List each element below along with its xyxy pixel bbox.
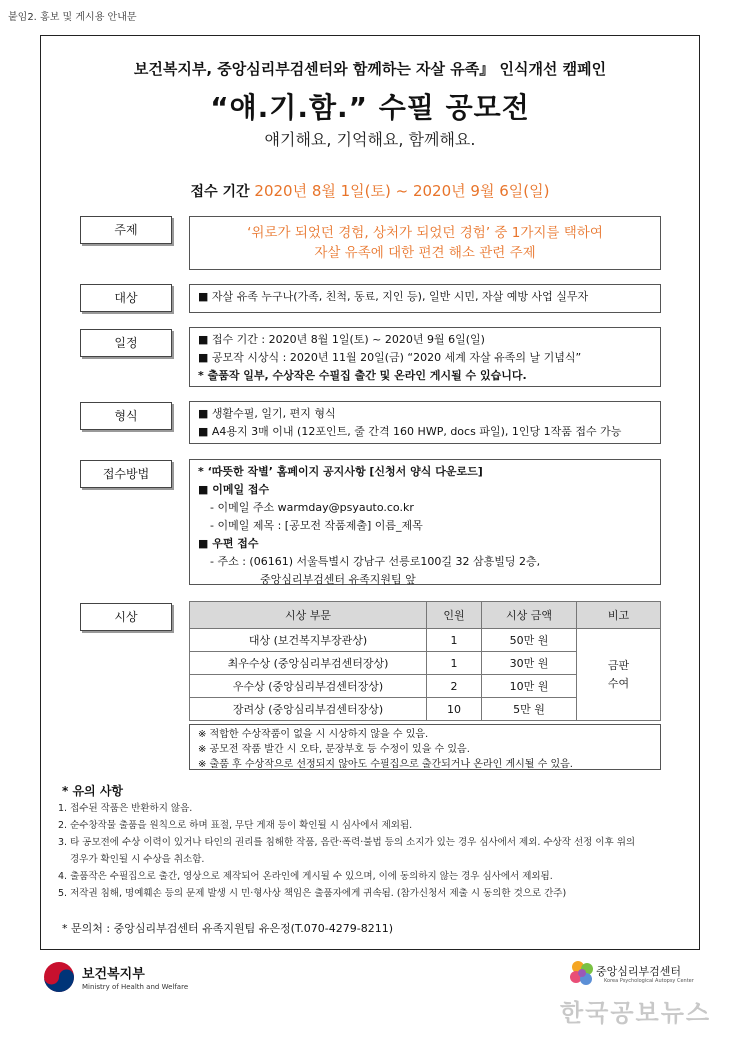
- award-category: 우수상 (중앙심리부검센터장상): [190, 675, 427, 698]
- target-box: [189, 284, 661, 313]
- list-item: 1. 접수된 작품은 반환하지 않음.: [58, 803, 193, 814]
- watermark: 한국공보뉴스: [560, 999, 712, 1027]
- award-count: 1: [427, 652, 482, 675]
- award-count: 2: [427, 675, 482, 698]
- format-line: ■ A4용지 3매 이내 (12포인트, 줄 간격 160 HWP, docs 파일), 1인당 1작품 접수 가능: [198, 425, 622, 438]
- theme-line: ‘위로가 되었던 경험, 상처가 되었던 경험’ 중 1가지를 택하여: [247, 225, 603, 241]
- awards-note: ※ 적합한 수상작품이 없을 시 시상하지 않을 수 있음.: [198, 729, 429, 740]
- method-heading: ■ 이메일 접수: [198, 483, 270, 496]
- campaign-title: 보건복지부, 중앙심리부검센터와 함께하는 자살 유족』 인식개선 캠페인: [133, 60, 607, 78]
- awards-note: ※ 출품 후 수상작으로 선정되지 않아도 수필집으로 출간되거나 온라인 게시될 수 있음.: [198, 759, 573, 770]
- award-remark: [577, 629, 661, 721]
- list-item: 4. 출품작은 수필집으로 출간, 영상으로 제작되어 온라인에 게시될 수 있으며, 이에 동의하지 않는 경우 심사에서 제외됨.: [58, 871, 553, 882]
- schedule-label: 일정: [80, 329, 172, 357]
- ministry-name-en: Ministry of Health and Welfare: [82, 983, 189, 991]
- col-header: 비고: [577, 602, 661, 629]
- schedule-line: ■ 접수 기간 : 2020년 8월 1일(토) ~ 2020년 9월 6일(일): [198, 333, 485, 346]
- target-text: ■ 자살 유족 누구나(가족, 친척, 동료, 지인 등), 일반 시민, 자살 예방 사업 실무자: [198, 290, 589, 303]
- award-amount: 30만 원: [482, 652, 577, 675]
- method-box: [189, 459, 661, 585]
- center-logo-icon: [566, 957, 598, 993]
- col-header: 인원: [427, 602, 482, 629]
- awards-note: ※ 공모전 작품 발간 시 오타, 문장부호 등 수정이 있을 수 있음.: [198, 744, 470, 755]
- awards-notes: [189, 724, 661, 770]
- center-name: 중앙심리부검센터: [596, 965, 682, 978]
- ministry-name: 보건복지부: [82, 967, 145, 982]
- period-value: 2020년 8월 1일(토) ~ 2020년 9월 6일(일): [254, 182, 550, 200]
- format-line: ■ 생활수필, 일기, 편지 형식: [198, 407, 336, 420]
- col-header: 시상 금액: [482, 602, 577, 629]
- method-line: * ‘따뜻한 작별’ 홈페이지 공지사항 [신청서 양식 다운로드]: [198, 465, 483, 478]
- award-count: 1: [427, 629, 482, 652]
- method-line: 중앙심리부검센터 유족지원팀 앞: [260, 573, 416, 586]
- awards-label: 시상: [80, 603, 172, 631]
- remark-line: 금판: [607, 658, 630, 672]
- caution-list: [58, 800, 698, 902]
- awards-header-row: [190, 602, 661, 629]
- submission-period: [40, 180, 700, 201]
- list-item: 2. 순수창작물 출품을 원칙으로 하며 표절, 무단 게재 등이 확인될 시 심사에서 제외됨.: [58, 820, 413, 831]
- attachment-label: 붙임2. 홍보 및 게시용 안내문: [8, 12, 137, 23]
- theme-line: 자살 유족에 대한 편견 해소 관련 주제: [314, 245, 536, 261]
- award-amount: 50만 원: [482, 629, 577, 652]
- schedule-line: ■ 공모작 시상식 : 2020년 11월 20일(금) “2020 세계 자살 유족의 날 기념식”: [198, 351, 582, 364]
- method-line: - 이메일 제목 : [공모전 작품제출] 이름_제목: [210, 519, 423, 532]
- target-label: 대상: [80, 284, 172, 312]
- col-header: 시상 부문: [190, 602, 427, 629]
- list-item: 경우가 확인될 시 수상을 취소함.: [70, 854, 205, 865]
- method-line: - 이메일 주소 warmday@psyauto.co.kr: [210, 501, 414, 514]
- format-box: [189, 401, 661, 444]
- awards-table: [189, 601, 661, 721]
- award-amount: 5만 원: [482, 698, 577, 721]
- caution-heading: * 유의 사항: [62, 784, 123, 798]
- award-category: 장려상 (중앙심리부검센터장상): [190, 698, 427, 721]
- method-line: - 주소 : (06161) 서울특별시 강남구 선릉로100길 32 삼흥빌딩 2층,: [210, 555, 541, 568]
- method-heading: ■ 우편 접수: [198, 537, 259, 550]
- award-category: 최우수상 (중앙심리부검센터장상): [190, 652, 427, 675]
- award-count: 10: [427, 698, 482, 721]
- tagline: 얘기해요, 기억해요, 함께해요.: [264, 130, 476, 149]
- schedule-note: * 출품작 일부, 수상작은 수필집 출간 및 온라인 게시될 수 있습니다.: [198, 369, 527, 382]
- format-label: 형식: [80, 402, 172, 430]
- taegeuk-logo-icon: [42, 960, 76, 998]
- method-label: 접수방법: [80, 460, 172, 488]
- center-name-en: Korea Psychological Autopsy Center: [604, 978, 694, 984]
- contact-info: * 문의처 : 중앙심리부검센터 유족지원팀 유은정(T.070-4279-8211): [62, 922, 393, 935]
- schedule-box: [189, 327, 661, 387]
- contest-title: “얘.기.함.” 수필 공모전: [210, 91, 530, 124]
- list-item: 3. 타 공모전에 수상 이력이 있거나 타인의 권리를 침해한 작품, 음란·폭력·불법 등의 소지가 있는 경우 심사에서 제외. 수상작 선정 이후 위의: [58, 837, 636, 848]
- theme-label: 주제: [80, 216, 172, 244]
- table-row: [190, 629, 661, 652]
- award-amount: 10만 원: [482, 675, 577, 698]
- list-item: 5. 저작권 침해, 명예훼손 등의 문제 발생 시 민·형사상 책임은 출품자에게 귀속됨. (참가신청서 제출 시 동의한 것으로 간주): [58, 888, 567, 899]
- remark-line: 수여: [607, 676, 630, 690]
- award-category: 대상 (보건복지부장관상): [190, 629, 427, 652]
- theme-box: [189, 216, 661, 270]
- period-label: 접수 기간: [190, 184, 255, 200]
